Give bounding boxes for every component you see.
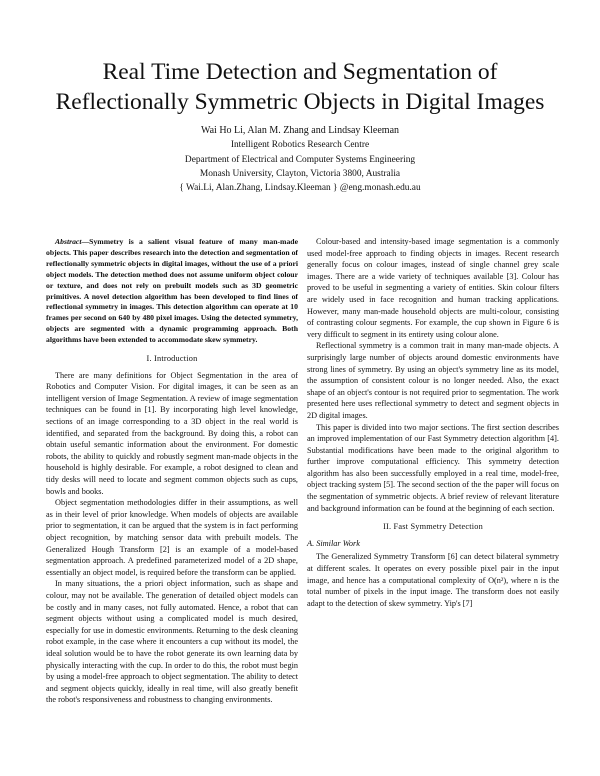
intro-paragraph-3: In many situations, the a priori object information, such as shape and colour, may not be available. The generation of detailed object models can be costly and in many cases, not fully automated. Hence, a robot that can segment objects without using a complicated model is much desired, especially for use in domestic environments. Returning to the desk cleaning robot example, in the case where it encounters a cup without its model, the ideal solution would be to have the robot generate its own learning data by physically interacting with the cup. In order to do this, the robot must begin by using a model-free approach to object segmentation. The ability to detect and segment objects quickly, ideally in real time, will also greatly benefit the robot's responsiveness and robustness to changing environments. <box>46 579 298 705</box>
affiliation-department: Department of Electrical and Computer Systems Engineering <box>184 154 416 165</box>
intro-paragraph-1: There are many definitions for Object Segmentation in the area of Robotics and Computer Vision. For digital images, it can be seen as an intelligent version of Image Segmentation. A review of image segmentation techniques can be found in [1]. By incorporating high level knowledge, sections of an image corresponding to a 3D object in the real world is identified, and separated from the background. By doing this, a robot can obtain useful semantic information about the environment. For domestic robots, the ability to quickly and robustly segment man-made objects in the household is highly desirable. For example, a robot designed to clean and tidy desks will need to locate and segment common objects such as cups, bowls and books. <box>46 370 298 496</box>
left-column <box>46 237 298 706</box>
intro-paragraph-2: Object segmentation methodologies differ in their assumptions, as well as in their level of prior knowledge. When models of objects are available prior to segmentation, it can be argued that the system is in fact performing object recognition, by matching sensor data with prebuilt models. The Generalized Hough Transform [2] is an example of a model-based segmentation approach. A predefined parameterized model of a 2D shape, essentially an object model, is required before the transform can be applied. <box>46 498 298 577</box>
similar-work-paragraph-1: The Generalized Symmetry Transform [6] can detect bilateral symmetry at different scales. It operates on every possible pixel pair in the input image, and hence has a computational complexity of O(n²), where n is the total number of pixels in the input image. The transform does not easily adapt to the detection of skew symmetry. Yip's [7] <box>307 552 559 608</box>
affiliation-lab: Intelligent Robotics Research Centre <box>230 140 370 151</box>
section-heading-introduction: I. Introduction <box>146 354 198 364</box>
author-emails: { Wai.Li, Alan.Zhang, Lindsay.Kleeman } @eng.monash.edu.au <box>179 183 421 194</box>
affiliation-university: Monash University, Clayton, Victoria 3800, Australia <box>199 168 401 179</box>
paper-title <box>40 57 560 117</box>
author-block <box>60 124 540 195</box>
intro-paragraph-4: Colour-based and intensity-based image segmentation is a commonly used model-free approach to finding objects in images. Recent research generally focus on colour images, instead of single channel grey scale images. There are a wide variety of techniques available [3]. Colour has proved to be useful in segmenting a variety of entities. Skin colour filters are widely used in face recognition and human tracking applications. However, many man-made household objects are multi-colour, consisting of contrasting colour segments. For example, the cup shown in Figure 6 is very difficult to segment in its entirety using colour alone. <box>307 237 559 339</box>
title-line-1: Real Time Detection and Segmentation of <box>102 59 498 85</box>
right-column <box>307 236 559 609</box>
title-line-2: Reflectionally Symmetric Objects in Digital Images <box>55 89 545 115</box>
intro-paragraph-5: Reflectional symmetry is a common trait in many man-made objects. A surprisingly large number of objects around domestic environments have strong lines of symmetry. By using an object's symmetry line as its model, the assumption of consistent colour is no longer needed. Also, the exact shape of an object's contour is not required prior to segmentation. The work presented here uses reflectional symmetry to detect and segment objects in 2D digital images. <box>307 341 559 420</box>
abstract-text: —Symmetry is a salient visual feature of many man-made objects. This paper describes research into the detection and segmentation of reflectionally symmetric objects in digital images, without the use of a priori object models. The detection method does not assume uniform object colour or texture, and does not rely on prebuilt models such as 3D geometric primitives. A novel detection algorithm has been developed to find lines of reflectional symmetry in images. This detection algorithm can operate at 10 frames per second on 640 by 480 pixel images. Using the detected symmetry, objects are segmented with a dynamic programming approach. Both algorithms have been extended to accommodate skew symmetry. <box>46 237 298 345</box>
intro-paragraph-6: This paper is divided into two major sections. The first section describes an improved implementation of our Fast Symmetry detection algorithm [4]. Substantial modifications have been made to the original algorithm to further improve computational efficiency. This symmetry detection algorithm has also been successfully employed in a real time, model-free, object tracking system [5]. The second section of the the paper will focus on the segmentation of symmetric objects. A brief review of relevant literature and background information can be found at the beginning of each section. <box>307 422 559 513</box>
author-names: Wai Ho Li, Alan M. Zhang and Lindsay Kleeman <box>200 125 400 136</box>
abstract-label: Abstract <box>55 237 82 246</box>
abstract <box>46 237 298 346</box>
subsection-heading-similar-work: A. Similar Work <box>307 538 360 548</box>
section-heading-fast-symmetry: II. Fast Symmetry Detection <box>383 522 483 532</box>
